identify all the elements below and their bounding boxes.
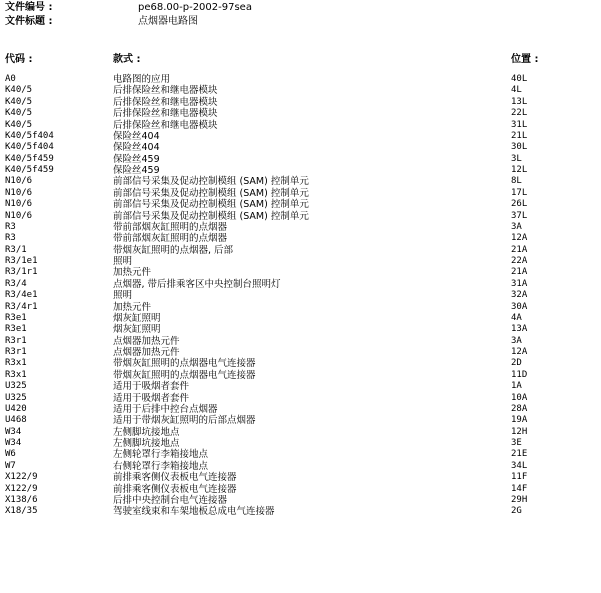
component-description: 带烟灰缸照明的点烟器, 后部	[113, 244, 234, 256]
component-code: W6	[5, 449, 16, 460]
table-row	[0, 438, 601, 449]
component-code: R3x1	[5, 369, 27, 380]
diagram-position: 21L	[511, 130, 528, 141]
diagram-position: 2G	[511, 506, 522, 517]
diagram-position: 29H	[511, 494, 528, 505]
component-code: X18/35	[5, 506, 38, 517]
diagram-position: 19A	[511, 415, 528, 426]
component-description: 带前部烟灰缸照明的点烟器	[113, 221, 228, 233]
table-row	[0, 393, 601, 404]
component-description: 左侧脚坑接地点	[113, 426, 180, 438]
diagram-position: 3E	[511, 438, 522, 448]
component-code: W34	[5, 438, 22, 448]
component-table	[0, 74, 601, 518]
diagram-position: 3A	[511, 335, 522, 346]
component-description: 带前部烟灰缸照明的点烟器	[113, 233, 228, 245]
component-description: 前部信号采集及促动控制模组 (SAM) 控制单元	[113, 199, 309, 211]
diagram-position: 1A	[511, 381, 522, 392]
table-row	[0, 211, 601, 222]
component-code: K40/5f404	[5, 142, 54, 153]
diagram-position: 30L	[511, 142, 528, 153]
table-row	[0, 461, 601, 472]
diagram-position: 22A	[511, 256, 528, 266]
component-description: 左侧脚坑接地点	[113, 438, 180, 449]
diagram-position: 12A	[511, 347, 528, 357]
doc-number-label: 文件编号 :	[5, 2, 53, 13]
component-description: 点烟器, 带后排乘客区中央控制台照明灯	[113, 278, 281, 290]
component-code: K40/5f459	[5, 165, 54, 175]
component-code: R3	[5, 221, 16, 232]
component-description: 左侧轮罩行李箱接地点	[113, 449, 209, 461]
component-code: R3/1e1	[5, 256, 38, 266]
component-code: U468	[5, 415, 27, 426]
diagram-position: 40L	[511, 74, 528, 84]
component-description: 保险丝404	[113, 130, 160, 142]
diagram-position: 32A	[511, 290, 528, 301]
component-description: 烟灰缸照明	[113, 324, 161, 336]
diagram-position: 12H	[511, 426, 528, 437]
table-row	[0, 267, 601, 278]
component-code: K40/5f459	[5, 153, 54, 164]
component-description: 右侧轮罩行李箱接地点	[113, 460, 209, 472]
diagram-position: 17L	[511, 187, 528, 198]
table-row	[0, 347, 601, 358]
component-code: R3/4r1	[5, 301, 38, 312]
component-code: R3/1	[5, 244, 27, 255]
table-row	[0, 176, 601, 187]
component-code: X122/9	[5, 472, 38, 483]
table-row	[0, 256, 601, 267]
component-description: 带烟灰缸照明的点烟器电气连接器	[113, 369, 256, 381]
component-description: 前部信号采集及促动控制模组 (SAM) 控制单元	[113, 176, 309, 188]
diagram-position: 34L	[511, 460, 528, 471]
diagram-position: 31L	[511, 119, 528, 130]
table-row	[0, 449, 601, 460]
table-row	[0, 506, 601, 517]
component-code: R3/4e1	[5, 290, 38, 301]
diagram-position: 30A	[511, 301, 528, 312]
component-code: U420	[5, 403, 27, 414]
component-description: 后排保险丝和继电器模块	[113, 85, 218, 97]
table-row	[0, 188, 601, 199]
table-row	[0, 324, 601, 335]
diagram-position: 10A	[511, 392, 528, 403]
component-code: U325	[5, 381, 27, 392]
table-row	[0, 154, 601, 165]
diagram-position: 28A	[511, 403, 528, 414]
diagram-position: 2D	[511, 358, 522, 369]
component-code: A0	[5, 74, 16, 84]
table-row	[0, 131, 601, 142]
component-description: 驾驶室线束和车架地板总成电气连接器	[113, 506, 275, 518]
component-code: W34	[5, 426, 22, 437]
component-description: 适用于吸烟者套件	[113, 381, 190, 393]
component-code: K40/5	[5, 85, 33, 96]
diagram-position: 14F	[511, 483, 528, 494]
component-description: 适用于吸烟者套件	[113, 392, 190, 404]
diagram-position: 4L	[511, 85, 522, 96]
component-code: R3	[5, 233, 16, 244]
component-code: N10/6	[5, 176, 33, 187]
table-row	[0, 472, 601, 483]
diagram-position: 13L	[511, 96, 528, 107]
component-description: 照明	[113, 256, 133, 267]
diagram-position: 11D	[511, 369, 528, 380]
component-code: R3/4	[5, 278, 27, 289]
diagram-position: 3A	[511, 221, 522, 232]
component-code: U325	[5, 392, 27, 403]
table-row	[0, 484, 601, 495]
component-description: 保险丝459	[113, 153, 160, 165]
component-description: 前部信号采集及促动控制模组 (SAM) 控制单元	[113, 210, 309, 222]
table-row	[0, 415, 601, 426]
table-row	[0, 313, 601, 324]
diagram-position: 11F	[511, 472, 528, 483]
component-code: K40/5	[5, 119, 33, 130]
table-row	[0, 233, 601, 244]
table-row	[0, 97, 601, 108]
component-code: R3r1	[5, 335, 27, 346]
component-description: 点烟器加热元件	[113, 335, 180, 347]
table-row	[0, 222, 601, 233]
component-code: K40/5	[5, 96, 33, 107]
table-row	[0, 302, 601, 313]
table-row	[0, 381, 601, 392]
table-row	[0, 370, 601, 381]
component-description: 后排保险丝和继电器模块	[113, 119, 218, 131]
table-row	[0, 142, 601, 153]
table-row	[0, 427, 601, 438]
doc-number-value: pe68.00-p-2002-97sea	[138, 2, 252, 13]
diagram-position: 37L	[511, 210, 528, 221]
table-row	[0, 199, 601, 210]
table-row	[0, 358, 601, 369]
component-code: N10/6	[5, 210, 33, 221]
doc-title-value: 点烟器电路图	[138, 16, 198, 27]
component-description: 加热元件	[113, 267, 152, 279]
diagram-position: 12A	[511, 233, 528, 244]
diagram-position: 31A	[511, 278, 528, 289]
description-column-header: 款式 :	[113, 54, 141, 65]
doc-title-label: 文件标题 :	[5, 16, 53, 27]
component-description: 后排保险丝和继电器模块	[113, 108, 218, 120]
component-code: N10/6	[5, 187, 33, 198]
table-row	[0, 290, 601, 301]
component-code: R3e1	[5, 312, 27, 323]
component-code: X138/6	[5, 494, 38, 505]
diagram-position: 4A	[511, 312, 522, 323]
component-code: W7	[5, 460, 16, 471]
component-code: R3r1	[5, 347, 27, 357]
component-code: N10/6	[5, 199, 33, 210]
component-description: 带烟灰缸照明的点烟器电气连接器	[113, 358, 256, 370]
diagram-position: 3L	[511, 153, 522, 164]
component-description: 适用于后排中控台点烟器	[113, 403, 218, 415]
component-description: 照明	[113, 290, 133, 302]
table-row	[0, 245, 601, 256]
component-code: R3x1	[5, 358, 27, 369]
component-description: 适用于带烟灰缸照明的后部点烟器	[113, 415, 256, 427]
table-row	[0, 85, 601, 96]
component-description: 点烟器加热元件	[113, 347, 180, 358]
table-row	[0, 279, 601, 290]
component-description: 保险丝459	[113, 165, 160, 176]
diagram-position: 22L	[511, 108, 528, 119]
diagram-position: 21A	[511, 244, 528, 255]
table-row	[0, 404, 601, 415]
component-code: K40/5	[5, 108, 33, 119]
table-row	[0, 495, 601, 506]
diagram-position: 26L	[511, 199, 528, 210]
position-column-header: 位置 :	[511, 54, 539, 65]
component-code: R3e1	[5, 324, 27, 335]
component-code: X122/9	[5, 483, 38, 494]
component-description: 后排保险丝和继电器模块	[113, 96, 218, 108]
component-description: 烟灰缸照明	[113, 312, 161, 324]
table-row	[0, 74, 601, 85]
component-code: R3/1r1	[5, 267, 38, 278]
table-row	[0, 165, 601, 176]
component-description: 前排乘客侧仪表板电气连接器	[113, 483, 237, 495]
diagram-position: 21A	[511, 267, 528, 278]
component-description: 前部信号采集及促动控制模组 (SAM) 控制单元	[113, 187, 309, 199]
component-description: 电路图的应用	[113, 74, 171, 85]
component-description: 前排乘客侧仪表板电气连接器	[113, 472, 237, 484]
table-row	[0, 120, 601, 131]
component-description: 保险丝404	[113, 142, 160, 154]
diagram-position: 8L	[511, 176, 522, 187]
diagram-position: 12L	[511, 165, 528, 175]
code-column-header: 代码 :	[5, 54, 33, 65]
component-description: 后排中央控制台电气连接器	[113, 494, 228, 506]
table-row	[0, 108, 601, 119]
diagram-position: 21E	[511, 449, 528, 460]
diagram-position: 13A	[511, 324, 528, 335]
component-code: K40/5f404	[5, 130, 54, 141]
component-description: 加热元件	[113, 301, 152, 313]
table-row	[0, 336, 601, 347]
